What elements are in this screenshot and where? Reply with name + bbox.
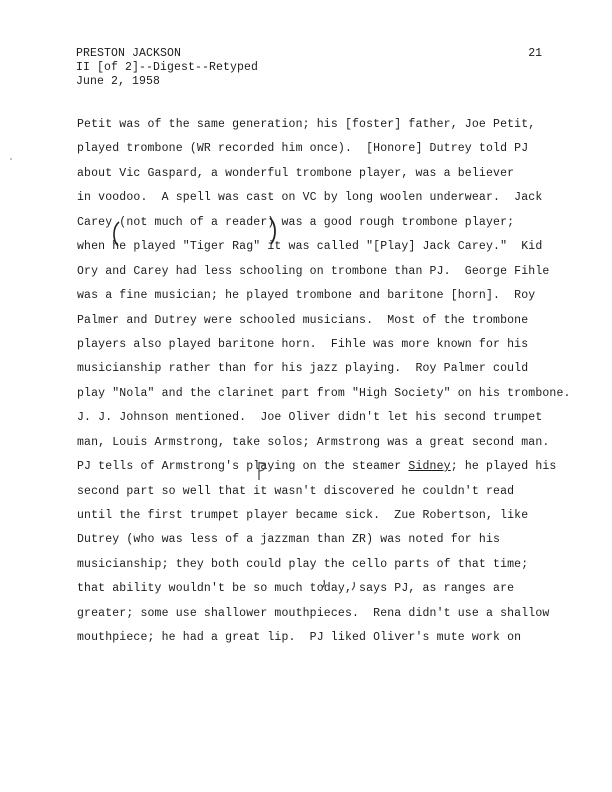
body-line: Carey (not much of a reader) was a good rough trombone player; (77, 215, 515, 229)
body-line: was a fine musician; he played trombone and baritone [horn]. Roy (77, 289, 536, 303)
body-line: about Vic Gaspard, a wonderful trombone player, was a believer (77, 166, 515, 180)
body-line: second part so well that it wasn't discovered he couldn't read (77, 484, 515, 498)
page-number: 21 (528, 47, 542, 60)
document-header (76, 47, 258, 89)
interview-date: June 2, 1958 (76, 75, 161, 88)
body-line: mouthpiece; he had a great lip. PJ liked Oliver's mute work on (77, 631, 522, 645)
body-line: played trombone (WR recorded him once). [Honore] Dutrey told PJ (77, 142, 529, 156)
body-line: Dutrey (who was less of a jazzman than ZR) was noted for his (77, 533, 501, 547)
body-line: that ability wouldn't be so much today, says PJ, as ranges are (77, 582, 515, 596)
line-text-after: ; he played his (450, 460, 557, 474)
body-line: play "Nola" and the clarinet part from "High Society" on his trombone. (77, 386, 571, 400)
interviewee-name: PRESTON JACKSON (76, 47, 182, 60)
body-line: in voodoo. A spell was cast on VC by long woolen underwear. Jack (77, 191, 543, 205)
line-text-before: PJ tells of Armstrong's playing on the steamer (77, 460, 409, 474)
margin-speck (10, 158, 12, 160)
body-line (77, 455, 597, 479)
steamer-name: Sidney (408, 460, 451, 474)
body-line: when he played "Tiger Rag" it was called "[Play] Jack Carey." Kid (77, 240, 543, 254)
section-label: II [of 2]--Digest--Retyped (76, 61, 259, 74)
body-line: greater; some use shallower mouthpieces. Rena didn't use a shallow (77, 606, 550, 620)
body-line: players also played baritone horn. Fihle was more known for his (77, 337, 529, 351)
body-line: Petit was of the same generation; his [foster] father, Joe Petit, (77, 118, 536, 131)
body-line: musicianship rather than for his jazz playing. Roy Palmer could (77, 362, 529, 376)
body-line: Palmer and Dutrey were schooled musicians. Most of the trombone (77, 313, 529, 327)
body-line: until the first trumpet player became sick. Zue Robertson, like (77, 509, 529, 522)
body-line: J. J. Johnson mentioned. Joe Oliver didn't let his second trumpet (77, 411, 543, 425)
body-line: musicianship; they both could play the cello parts of that time; (77, 557, 529, 571)
body-line: Ory and Carey had less schooling on trombone than PJ. George Fihle (77, 264, 550, 278)
body-line: man, Louis Armstrong, take solos; Armstrong was a great second man. (77, 435, 550, 449)
digest-body (77, 113, 597, 651)
